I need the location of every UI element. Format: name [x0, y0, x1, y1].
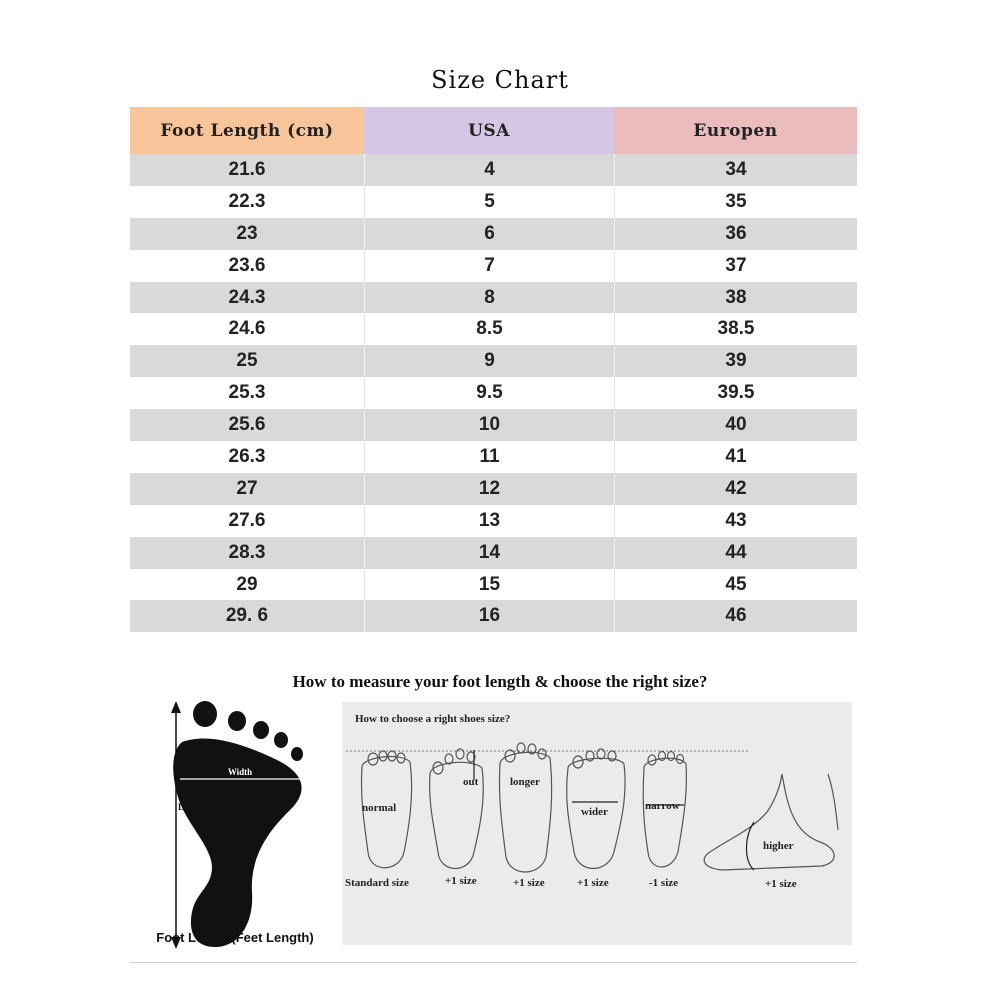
- usa-size-cell: 13: [364, 505, 614, 537]
- size-standard: Standard size: [345, 877, 409, 889]
- european-size-cell: 42: [614, 473, 857, 505]
- european-size-cell: 36: [614, 218, 857, 250]
- foot-length-cell: 24.6: [228, 318, 266, 340]
- usa-size-cell: 9.5: [364, 377, 614, 409]
- table-row: [130, 537, 857, 569]
- size-narrow: -1 size: [649, 877, 679, 889]
- european-size-cell: 38.5: [614, 313, 857, 345]
- european-size-cell: 39: [614, 345, 857, 377]
- label-normal: normal: [362, 802, 397, 814]
- foot-length-cell: 22.3: [228, 190, 266, 212]
- foot-outline-out: [430, 749, 484, 869]
- usa-size-cell: 8.5: [364, 313, 614, 345]
- foot-length-cell: 25.6: [228, 414, 266, 436]
- foot-length-cell: 29: [236, 573, 258, 595]
- header-european: Europen: [614, 107, 857, 154]
- european-size-cell: 43: [614, 505, 857, 537]
- european-size-cell: 40: [614, 409, 857, 441]
- size-out: +1 size: [445, 875, 477, 887]
- foot-length-cell: 25: [236, 350, 258, 372]
- table-row: [130, 345, 857, 377]
- foot-length-caption: Foot Length(Feet Length): [156, 930, 314, 945]
- toe-5: [291, 747, 303, 761]
- table-row: [130, 600, 857, 632]
- foot-length-cell: 26.3: [228, 445, 266, 467]
- howto-heading: How to measure your foot length & choose the right size?: [292, 672, 708, 691]
- table-row: [130, 409, 857, 441]
- foot-outline-higher: [704, 774, 838, 870]
- european-size-cell: 35: [614, 186, 857, 218]
- usa-size-cell: 6: [364, 218, 614, 250]
- european-size-cell: 41: [614, 441, 857, 473]
- european-size-cell: 44: [614, 537, 857, 569]
- foot-measure-diagram: [130, 697, 338, 952]
- usa-size-cell: 8: [364, 282, 614, 314]
- table-row: [130, 377, 857, 409]
- table-header-row: [130, 107, 857, 154]
- foot-length-cell: 23.6: [228, 254, 266, 276]
- guide-title: How to choose a right shoes size?: [355, 713, 511, 725]
- european-size-cell: 39.5: [614, 377, 857, 409]
- table-row: [130, 250, 857, 282]
- label-wider: wider: [581, 806, 608, 818]
- width-label: Width: [227, 767, 253, 777]
- usa-size-cell: 7: [364, 250, 614, 282]
- european-size-cell: 38: [614, 282, 857, 314]
- toe-big: [193, 701, 217, 727]
- european-size-cell: 34: [614, 154, 857, 186]
- usa-size-cell: 5: [364, 186, 614, 218]
- usa-size-cell: 11: [364, 441, 614, 473]
- table-row: [130, 218, 857, 250]
- foot-length-cell: 27: [236, 477, 258, 499]
- foot-length-cell: 29. 6: [225, 605, 269, 627]
- toe-2: [228, 711, 246, 731]
- usa-size-cell: 14: [364, 537, 614, 569]
- table-row: [130, 441, 857, 473]
- usa-size-cell: 12: [364, 473, 614, 505]
- foot-length-cell: 24.3: [228, 286, 266, 308]
- usa-size-cell: 15: [364, 569, 614, 601]
- guide-drawings: [342, 702, 852, 945]
- size-longer: +1 size: [513, 877, 545, 889]
- header-usa: USA: [364, 107, 614, 154]
- length-arrow-top: [171, 701, 181, 713]
- foot-length-cell: 25.3: [228, 382, 266, 404]
- table-row: [130, 473, 857, 505]
- foot-length-cell: 27.6: [228, 509, 266, 531]
- european-size-cell: 45: [614, 569, 857, 601]
- size-chart-title: Size Chart: [431, 66, 569, 94]
- table-row: [130, 186, 857, 218]
- size-wider: +1 size: [577, 877, 609, 889]
- foot-length-cell: 23: [236, 222, 258, 244]
- usa-size-cell: 10: [364, 409, 614, 441]
- toe-4: [274, 732, 288, 748]
- label-longer: longer: [510, 776, 540, 788]
- european-size-cell: 46: [614, 600, 857, 632]
- table-row: [130, 569, 857, 601]
- european-size-cell: 37: [614, 250, 857, 282]
- header-foot-length: Foot Length (cm): [130, 107, 364, 154]
- table-row: [130, 505, 857, 537]
- toe-3: [253, 721, 269, 739]
- table-row: [130, 154, 857, 186]
- table-row: [130, 313, 857, 345]
- foot-outline-longer: [499, 743, 551, 872]
- length-label: Length: [178, 802, 206, 812]
- size-guide-panel: [342, 702, 852, 945]
- foot-length-cell: 28.3: [228, 541, 266, 563]
- bottom-divider: [130, 962, 857, 963]
- table-row: [130, 282, 857, 314]
- label-narrow: narrow: [645, 800, 680, 812]
- usa-size-cell: 16: [364, 600, 614, 632]
- size-table: [130, 107, 857, 632]
- foot-length-cell: 21.6: [228, 158, 266, 180]
- size-higher: +1 size: [765, 878, 797, 890]
- usa-size-cell: 9: [364, 345, 614, 377]
- label-higher: higher: [763, 840, 794, 852]
- usa-size-cell: 4: [364, 154, 614, 186]
- label-out: out: [463, 776, 479, 788]
